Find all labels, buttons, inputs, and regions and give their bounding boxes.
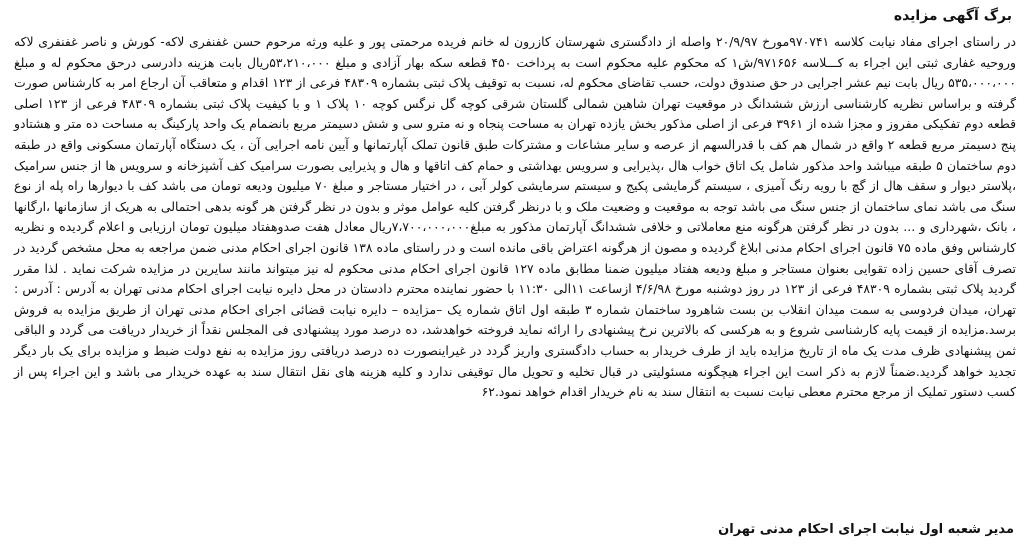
- notice-title: برگ آگهی مزایده: [893, 8, 1012, 24]
- notice-body: در راستای اجرای مفاد نیابت کلاسه ۹۷۰۷۴۱مورخ ۲۰/۹/۹۷ واصله از دادگستری شهرستان کازرون له خانم فریده مرحمتی پور و علیه ورثه مرحوم حسن غفنفری لاکه- کورش و ناصر غفنفری لاکه وروحیه غفاری ثبتی این اجراء به کـــلاسه ۹۷۱۶۵۶/ش۱ که محکوم علیه محکوم است به پرداخت ۴۵۰ قطعه سکه بهار آزادی و مبلغ ۵۳،۲۱۰،۰۰۰ریال بابت هزینه دادرسی درحق محکوم له و مبلغ ۵۳۵،۰۰۰،۰۰۰ ریال بابت نیم عشر اجرایی در حق صندوق دولت، حسب تقاضای محکوم له، نسبت به توقیف پلاک ثبتی بشماره ۴۸۳۰۹ فرعی از ۱۲۳ اقدام و متعاقب آن ارجاع امر به کارشناس صورت گرفته و براساس نظریه کارشناسی ارزش ششدانگ در موقعیت تهران شاهین شمالی گلستان شرقی کوچه گل نرگس کوچه ۱۰ پلاک ۱ و با کیفیت پلاک ثبتی بشماره ۴۸۳۰۹ فرعی از ۱۲۳ اصلی قطعه دوم تفکیکی مفروز و مجزا شده از ۳۹۶۱ فرعی از اصلی مذکور بخش یازده تهران به مساحت پنجاه و نه مترو سی و شش دسیمتر مربع بانضمام یک واحد پارکینگ به مساحت ده متر و هشتادو پنج دسیمتر مربع قطعه ۲ واقع در شمال هم کف با قدرالسهم از عرصه و سایر مشاعات و مشترکات طبق قانون تملک آپارتمانها و آیین نامه اجرایی آن ، یک دستگاه آپارتمان مسکونی واقع در طبقه دوم ساختمان ۵ طبقه میباشد واحد مذکور شامل یک اتاق خواب هال ،پذیرایی و سرویس بهداشتی و حمام کف اتاقها و هال و پذیرایی بصورت سرامیک کف آشپزخانه و سرویس ها از جنس سرامیک ،پلاستر دیوار و سقف هال از گچ با رویه رنگ آمیزی ، سیستم گرمایشی پکیج و سیستم سرمایشی کولر آبی ، در اختیار مستاجر و مبلغ ۷۰ میلیون ودیعه تومان می باشد کف با دیوارها راه پله از نوع سنگ می باشد نمای ساختمان از جنس سنگ می باشد توجه به موقعیت و وضعیت ملک و با درنظر گرفتن کلیه عوامل موثر و بدون در نظر گرفتن هر گونه بدهی احتمالی به هریک از سازمانها ،ارگانها ، بانک ،شهرداری و ... بدون در نظر گرفتن هرگونه منع معاملاتی و خلافی ششدانگ آپارتمان مذکور به مبلغ۷،۷۰۰،۰۰۰،۰۰۰ریال معادل هفت صدوهفتاد میلیون تومان ارزیابی و اعلام گردیده و نظریه کارشناس وفق ماده ۷۵ قانون اجرای احکام مدنی ابلاغ گردیده و مصون از هرگونه اعتراض باقی مانده است و در راستای ماده ۱۳۸ قانون اجرای احکام مدنی ضمن مراجعه به محل مشخص گردید در تصرف آقای حسین زاده تقوایی بعنوان مستاجر و مبلغ ودیعه هفتاد میلیون ضمنا مطابق ماده ۱۲۷ قانون اجرای احکام مدنی محکوم له نیز میتواند مانند سایرین در مزایده شرکت نماید . لذا مقرر گردید پلاک ثبتی بشماره ۴۸۳۰۹ فرعی از ۱۲۳ در روز دوشنبه مورخ ۴/۶/۹۸ ازساعت ۱۱الی ۱۱:۳۰ با حضور نماینده محترم دادستان در محل دایره نیابت اجرای احکام مدنی تهران به آدرس : آدرس : تهران، میدان فردوسی به سمت میدان انقلاب بن بست شاهرود ساختمان شماره ۳ طبقه اول اتاق شماره یک –مزایده – دایره نیابت قضائی اجرای احکام مدنی تهران از طریق مزایده به فروش برسد.مزایده از قیمت پایه کارشناسی شروع و به هرکسی که بالاترین نرخ پیشنهادی را ارائه نماید فروخته خواهدشد، ده درصد مورد پیشنهادی فی المجلس نقداً از خریدار دریافت می گردد و الباقی ثمن پیشنهادی ظرف مدت یک ماه از تاریخ مزایده باید از طرف خریدار به حساب دادگستری واریز گردد در غیراینصورت ده درصد دریافتی روز مزایده به نفع دولت ضبط و مزایده برای یک بار دیگر تجدید خواهد گردید.ضمناً لازم به ذکر است این اجراء هیچگونه مسئولیتی در قبال تخلیه و تحویل مال توقیفی ندارد و کلیه هزینه های نقل انتقال سند به عهده خریدار می باشد و این اجراء پس از کسب دستور تملیک از مرجع محترم معطی نیابت نسبت به انتقال سند به نام خریدار اقدام خواهد نمود.۶۲: [14, 34, 1016, 400]
- notice-signature: مدیر شعبه اول نیابت اجرای احکام مدنی تهران: [718, 522, 1014, 537]
